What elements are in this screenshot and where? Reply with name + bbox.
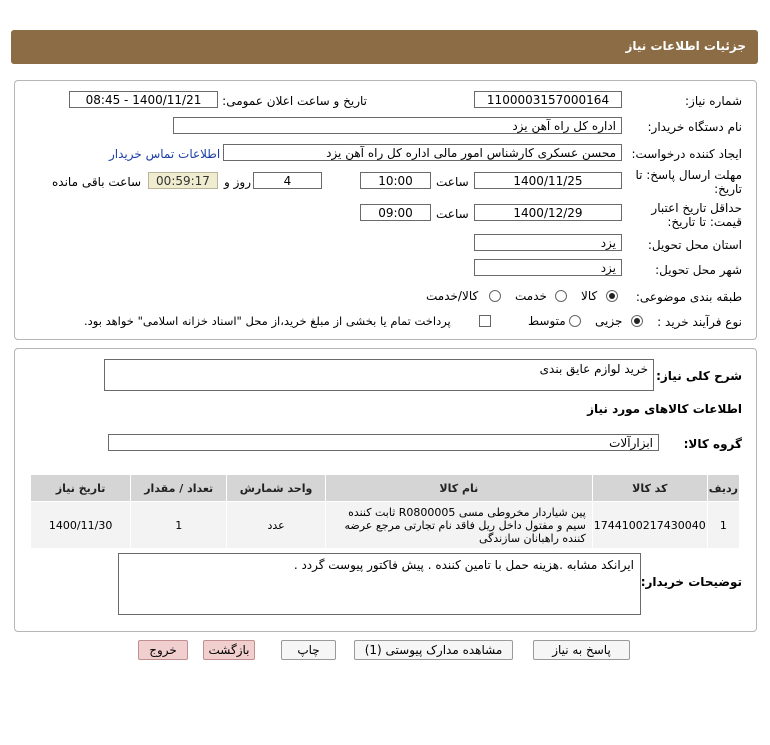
- goods-group-label: گروه کالا:: [683, 437, 742, 451]
- need-description-field: خرید لوازم عایق بندی: [104, 359, 654, 391]
- page-title: جزئیات اطلاعات نیاز: [625, 39, 746, 53]
- goods-need-date: 1400/11/30: [31, 502, 131, 549]
- province-label: استان محل تحویل:: [647, 238, 742, 252]
- category-goods-radio[interactable]: [606, 290, 618, 302]
- row-number: 1: [707, 502, 739, 549]
- province-field: یزد: [474, 234, 622, 251]
- process-type-label: نوع فرآیند خرید :: [657, 315, 742, 329]
- city-label: شهر محل تحویل:: [655, 263, 742, 277]
- validity-time-label: ساعت: [436, 207, 469, 221]
- col-qty-header: تعداد / مقدار: [131, 475, 227, 502]
- announce-date-field: 1400/11/21 - 08:45: [69, 91, 218, 108]
- process-minor-label: جزیی: [595, 314, 623, 328]
- validity-label: حداقل تاریخ اعتبار: [651, 201, 742, 215]
- process-medium-radio[interactable]: [569, 315, 581, 327]
- treasury-payment-checkbox[interactable]: [479, 315, 491, 327]
- need-description-label: شرح کلی نیاز:: [656, 369, 742, 383]
- reply-button[interactable]: پاسخ به نیاز: [533, 640, 630, 660]
- announce-date-label: تاریخ و ساعت اعلان عمومی:: [222, 94, 367, 108]
- col-code-header: کد کالا: [592, 475, 707, 502]
- category-goods-label: کالا: [581, 289, 598, 303]
- days-remaining-field: 4: [253, 172, 322, 189]
- requester-field: محسن عسکری کارشناس امور مالی اداره کل راه آهن یزد: [223, 144, 622, 161]
- buyer-org-label: نام دستگاه خریدار:: [647, 120, 742, 134]
- col-date-header: تاریخ نیاز: [31, 475, 131, 502]
- buyer-contact-link[interactable]: اطلاعات تماس خریدار: [109, 147, 221, 161]
- category-service-radio[interactable]: [555, 290, 567, 302]
- goods-info-title: اطلاعات کالاهای مورد نیاز: [587, 402, 742, 416]
- need-number-label: شماره نیاز:: [685, 94, 742, 108]
- treasury-payment-note: پرداخت تمام یا بخشی از مبلغ خرید،از محل "اسناد خزانه اسلامی" خواهد بود.: [84, 314, 451, 328]
- validity-date-field: 1400/12/29: [474, 204, 622, 221]
- goods-table: [30, 474, 740, 549]
- city-field: یزد: [474, 259, 622, 276]
- page-header: [11, 30, 758, 64]
- process-medium-label: متوسط: [528, 314, 566, 328]
- deadline-date-field: 1400/11/25: [474, 172, 622, 189]
- category-goods-service-radio[interactable]: [489, 290, 501, 302]
- remaining-time-field: 00:59:17: [148, 172, 218, 189]
- category-label: طبقه بندی موضوعی:: [635, 290, 742, 304]
- col-unit-header: واحد شمارش: [227, 475, 326, 502]
- goods-group-field: ابزارآلات: [108, 434, 659, 451]
- goods-qty: 1: [131, 502, 227, 549]
- requester-label: ایجاد کننده درخواست:: [631, 147, 742, 161]
- category-goods-service-label: کالا/خدمت: [426, 289, 479, 303]
- goods-name: پین شیاردار مخروطی مسی R0800005 ثابت کننده سیم و مفتول داخل ریل فاقد نام تجارتی مرجع عرضه کننده راهبانان سازندگی: [325, 502, 592, 549]
- category-service-label: خدمت: [515, 289, 547, 303]
- buyer-notes-label: توضیحات خریدار:: [640, 575, 742, 589]
- goods-unit: عدد: [227, 502, 326, 549]
- goods-code: 1744100217430040: [592, 502, 707, 549]
- col-row-header: ردیف: [707, 475, 739, 502]
- exit-button[interactable]: خروج: [138, 640, 188, 660]
- deadline-label: مهلت ارسال پاسخ: تا: [635, 168, 742, 182]
- validity-time-field: 09:00: [360, 204, 431, 221]
- view-attachments-button[interactable]: مشاهده مدارک پیوستی (1): [354, 640, 513, 660]
- remaining-label: ساعت باقی مانده: [52, 175, 142, 189]
- need-number-field: 1100003157000164: [474, 91, 622, 108]
- col-name-header: نام کالا: [325, 475, 592, 502]
- validity-label-2: قیمت: تا تاریخ:: [667, 215, 742, 229]
- back-button[interactable]: بازگشت: [203, 640, 255, 660]
- goods-table-header: [31, 475, 740, 502]
- deadline-time-label: ساعت: [436, 175, 469, 189]
- buyer-notes-field: ایرانکد مشابه .هزینه حمل با تامین کننده . پیش فاکتور پیوست گردد .: [118, 553, 641, 615]
- buyer-org-field: اداره کل راه آهن یزد: [173, 117, 622, 134]
- deadline-label-2: تاریخ:: [714, 182, 742, 196]
- deadline-time-field: 10:00: [360, 172, 431, 189]
- days-label: روز و: [224, 175, 251, 189]
- print-button[interactable]: چاپ: [281, 640, 336, 660]
- table-row: [31, 502, 740, 549]
- process-minor-radio[interactable]: [631, 315, 643, 327]
